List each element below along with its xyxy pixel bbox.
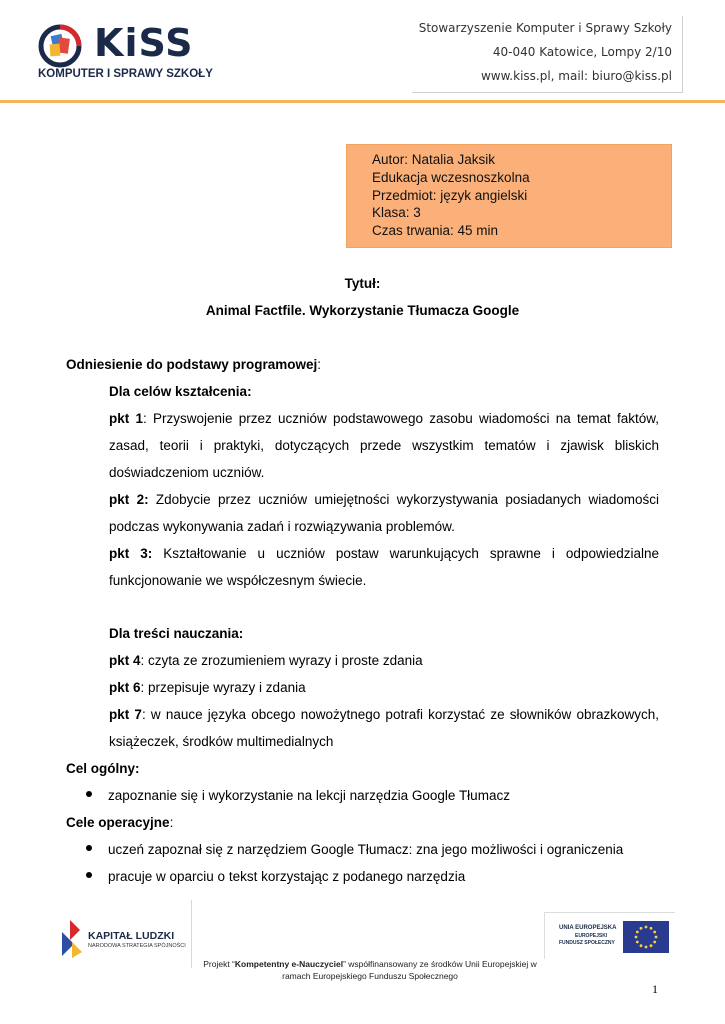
header-divider	[0, 100, 725, 103]
content-item-4	[109, 647, 659, 674]
eu-logo	[544, 912, 675, 959]
info-subject: Przedmiot: język angielski	[372, 187, 528, 203]
bullet-icon	[86, 845, 92, 851]
logo-name: KiSS	[94, 21, 194, 65]
kapital-ludzki-emblem-icon	[60, 918, 86, 958]
goal-text: Kształtowanie u uczniów postaw warunkujących sprawne i odpowiedzialne funkcjonowanie we współczesnym świecie.	[109, 546, 659, 588]
goal-item-3	[109, 540, 659, 594]
operational-item	[86, 836, 623, 863]
content-item-7	[109, 701, 659, 755]
project-name: Kompetentny e-Nauczyciel	[234, 959, 344, 969]
content-heading: Dla treści nauczania:	[109, 626, 244, 641]
kapital-ludzki-logo	[60, 918, 186, 958]
kiss-emblem-icon	[38, 22, 86, 70]
eu-line1: UNIA EUROPEJSKA	[559, 925, 617, 931]
content-label: pkt 4	[109, 653, 141, 668]
basis-heading-line	[66, 351, 321, 378]
goals-heading: Dla celów kształcenia:	[109, 384, 252, 399]
general-goal-heading: Cel ogólny:	[66, 761, 140, 776]
operational-text: uczeń zapoznał się z narzędziem Google Tłumacz: zna jego możliwości i ograniczenia	[108, 842, 624, 857]
goal-text: : Przyswojenie przez uczniów podstawowego zasobu wiadomości na temat faktów, zasad, teorii i praktyki, dotyczących przede wszystkim tematów i zjawisk bliskich doświadczeniom uczniów.	[109, 411, 659, 480]
operational-text: pracuje w oparciu o tekst korzystając z podanego narzędzia	[108, 869, 466, 884]
goal-label: pkt 2:	[109, 492, 149, 507]
info-author: Autor: Natalia Jaksik	[372, 152, 496, 167]
page-number: 1	[652, 982, 658, 996]
operational-heading-suffix: :	[169, 815, 174, 830]
eu-line2: EUROPEJSKI	[575, 933, 608, 939]
goal-label: pkt 1	[109, 411, 143, 426]
goal-label: pkt 3:	[109, 546, 153, 561]
info-class: Klasa: 3	[372, 205, 421, 221]
kl-name: KAPITAŁ LUDZKI	[88, 930, 175, 942]
general-goal-text: zapoznanie się i wykorzystanie na lekcji narzędzia Google Tłumacz	[108, 788, 510, 803]
content-text: : w nauce języka obcego nowożytnego potrafi korzystać ze słowników obrazkowych, książeczek, środków multimedialnych	[109, 707, 660, 749]
lesson-info-box	[346, 144, 672, 248]
info-level: Edukacja wczesnoszkolna	[372, 169, 530, 185]
goal-text: Zdobycie przez uczniów umiejętności wykorzystywania posiadanych wiadomości podczas wykonywania zadań i rozwiązywania problemów.	[109, 492, 659, 534]
logo-tagline: KOMPUTER I SPRAWY SZKOŁY	[38, 68, 213, 80]
basis-heading-suffix: :	[317, 357, 322, 372]
bullet-icon	[86, 791, 92, 797]
eu-line3: FUNDUSZ SPOŁECZNY	[559, 940, 615, 946]
content-label: pkt 6	[109, 680, 141, 695]
content-text: : czyta ze zrozumieniem wyrazy i proste zdania	[140, 653, 423, 668]
eu-flag-icon	[623, 921, 669, 953]
contact-block	[412, 16, 683, 93]
project-suffix: ” współfinansowany ze środków Unii Europejskiej w	[343, 959, 537, 969]
org-address: 40-040 Katowice, Lompy 2/10	[492, 45, 672, 59]
goal-item-1	[109, 405, 659, 486]
operational-heading: Cele operacyjne	[66, 815, 170, 830]
kiss-logo	[38, 20, 218, 84]
goal-item-2	[109, 486, 659, 540]
general-goal-item	[86, 782, 510, 809]
kl-subtitle: NARODOWA STRATEGIA SPÓJNOŚCI	[88, 943, 186, 949]
basis-heading: Odniesienie do podstawy programowej	[66, 357, 318, 372]
org-name: Stowarzyszenie Komputer i Sprawy Szkoły	[418, 21, 672, 35]
operational-heading-line	[66, 809, 173, 836]
operational-item	[86, 863, 465, 890]
project-note-line1	[170, 958, 570, 970]
document-title: Animal Factfile. Wykorzystanie Tłumacza Google	[205, 303, 520, 318]
content-text: : przepisuje wyrazy i zdania	[140, 680, 306, 695]
org-web-mail: www.kiss.pl, mail: biuro@kiss.pl	[480, 69, 672, 83]
content-item-6	[109, 674, 659, 701]
project-note-line2: ramach Europejskiego Funduszu Społecznego	[282, 971, 458, 981]
project-prefix: Projekt “	[203, 959, 235, 969]
content-label: pkt 7	[109, 707, 142, 722]
bullet-icon	[86, 872, 92, 878]
info-duration: Czas trwania: 45 min	[372, 223, 499, 239]
title-label: Tytuł:	[344, 276, 381, 291]
